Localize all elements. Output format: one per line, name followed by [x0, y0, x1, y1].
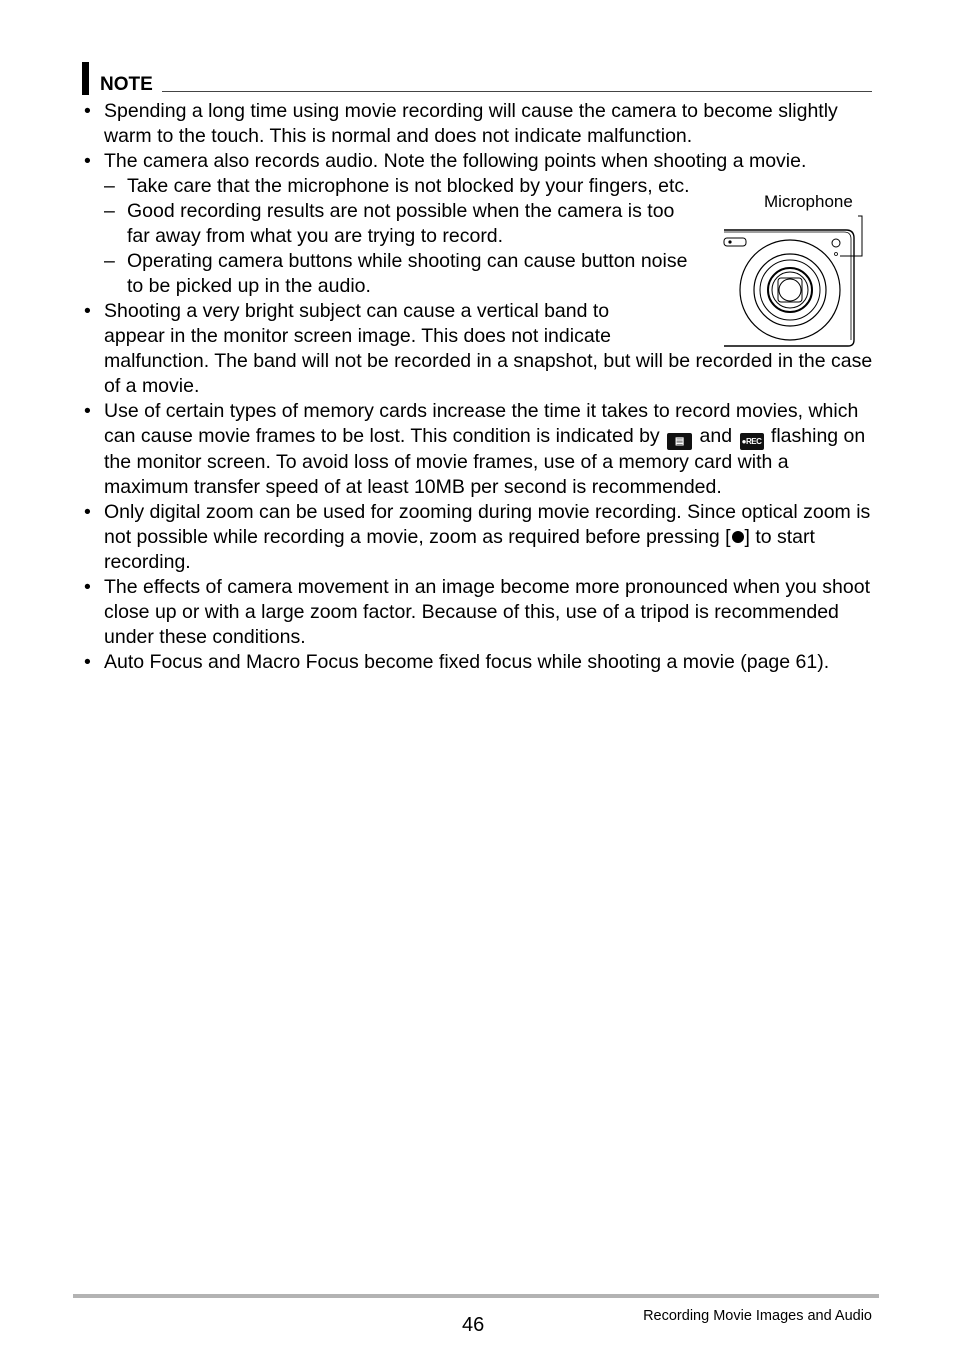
bullet-item: [84, 399, 874, 500]
bullet-text: Spending a long time using movie recording will cause the camera to become slightly warm to the touch. This is normal and does not indicate malfunction.: [104, 100, 838, 147]
dash-symbol: –: [104, 250, 115, 272]
bullet-item: [84, 575, 874, 650]
bullet-symbol: •: [84, 576, 91, 598]
sub-item: [84, 174, 717, 199]
note-divider: [162, 91, 872, 92]
bullet-item: [84, 149, 874, 174]
bullet-text-part: flashing on the monitor screen. To avoid loss of movie frames, use of a memory card with a maximum transfer speed of at least 10MB per second is recommended.: [104, 425, 866, 498]
bullet-symbol: •: [84, 150, 91, 172]
note-label: NOTE: [100, 74, 153, 95]
bullet-text: Auto Focus and Macro Focus become fixed focus while shooting a movie (page 61).: [104, 651, 830, 673]
sub-item: [84, 249, 697, 299]
note-content: [84, 99, 874, 675]
bullet-symbol: •: [84, 100, 91, 122]
bullet-item: [84, 650, 874, 675]
bullet-item: [84, 99, 874, 149]
rec-icon: ●REC: [740, 433, 764, 450]
bullet-text-body: Shooting a very bright subject can cause a vertical band to appear in the monitor screen image. This does not indicate malfunction. The band will not be recorded in a snapshot, but will be recorded in the case of a movie.: [104, 300, 873, 397]
microphone-label: Microphone: [764, 192, 853, 211]
bullet-text: The effects of camera movement in an image become more pronounced when you shoot close up or with a large zoom factor. Because of this, use of a tripod is recommended under these conditions.: [104, 576, 870, 648]
sub-item-text: Good recording results are not possible when the camera is too far away from what you are trying to record.: [127, 200, 675, 247]
camera-front-illustration: [718, 190, 878, 350]
dash-symbol: –: [104, 175, 115, 197]
bullet-symbol: •: [84, 300, 91, 322]
bullet-item: [84, 500, 874, 575]
bullet-text-part: Use of certain types of memory cards increase the time it takes to record movies, which can cause movie frames to be lost. This condition is indicated by: [104, 400, 859, 447]
shutter-button-icon: [732, 531, 744, 543]
page-number: 46: [462, 1314, 485, 1336]
camera-figure: [718, 190, 878, 350]
bullet-text: [104, 400, 865, 498]
movie-warning-icon: ▤: [667, 433, 692, 450]
sub-item-text: Operating camera buttons while shooting can cause button noise to be picked up in the audio.: [127, 250, 688, 297]
note-marker-bar: [82, 62, 89, 95]
footer-divider: [73, 1294, 879, 1298]
bullet-text: [104, 501, 870, 573]
footer-section-title: Recording Movie Images and Audio: [643, 1308, 872, 1324]
dash-symbol: –: [104, 200, 115, 222]
bullet-symbol: •: [84, 400, 91, 422]
sub-item: [84, 199, 697, 249]
bullet-text-part: Only digital zoom can be used for zooming during movie recording. Since optical zoom is not possible while recording a movie, zoom as required before pressing [: [104, 501, 871, 548]
bullet-symbol: •: [84, 501, 91, 523]
bullet-symbol: •: [84, 651, 91, 673]
bullet-text: The camera also records audio. Note the following points when shooting a movie.: [104, 150, 807, 172]
bullet-text-part: ] to start recording.: [104, 526, 815, 573]
bullet-text-part: and: [699, 425, 733, 447]
note-header: [82, 62, 872, 96]
sub-item-text: Take care that the microphone is not blocked by your fingers, etc.: [127, 175, 690, 197]
